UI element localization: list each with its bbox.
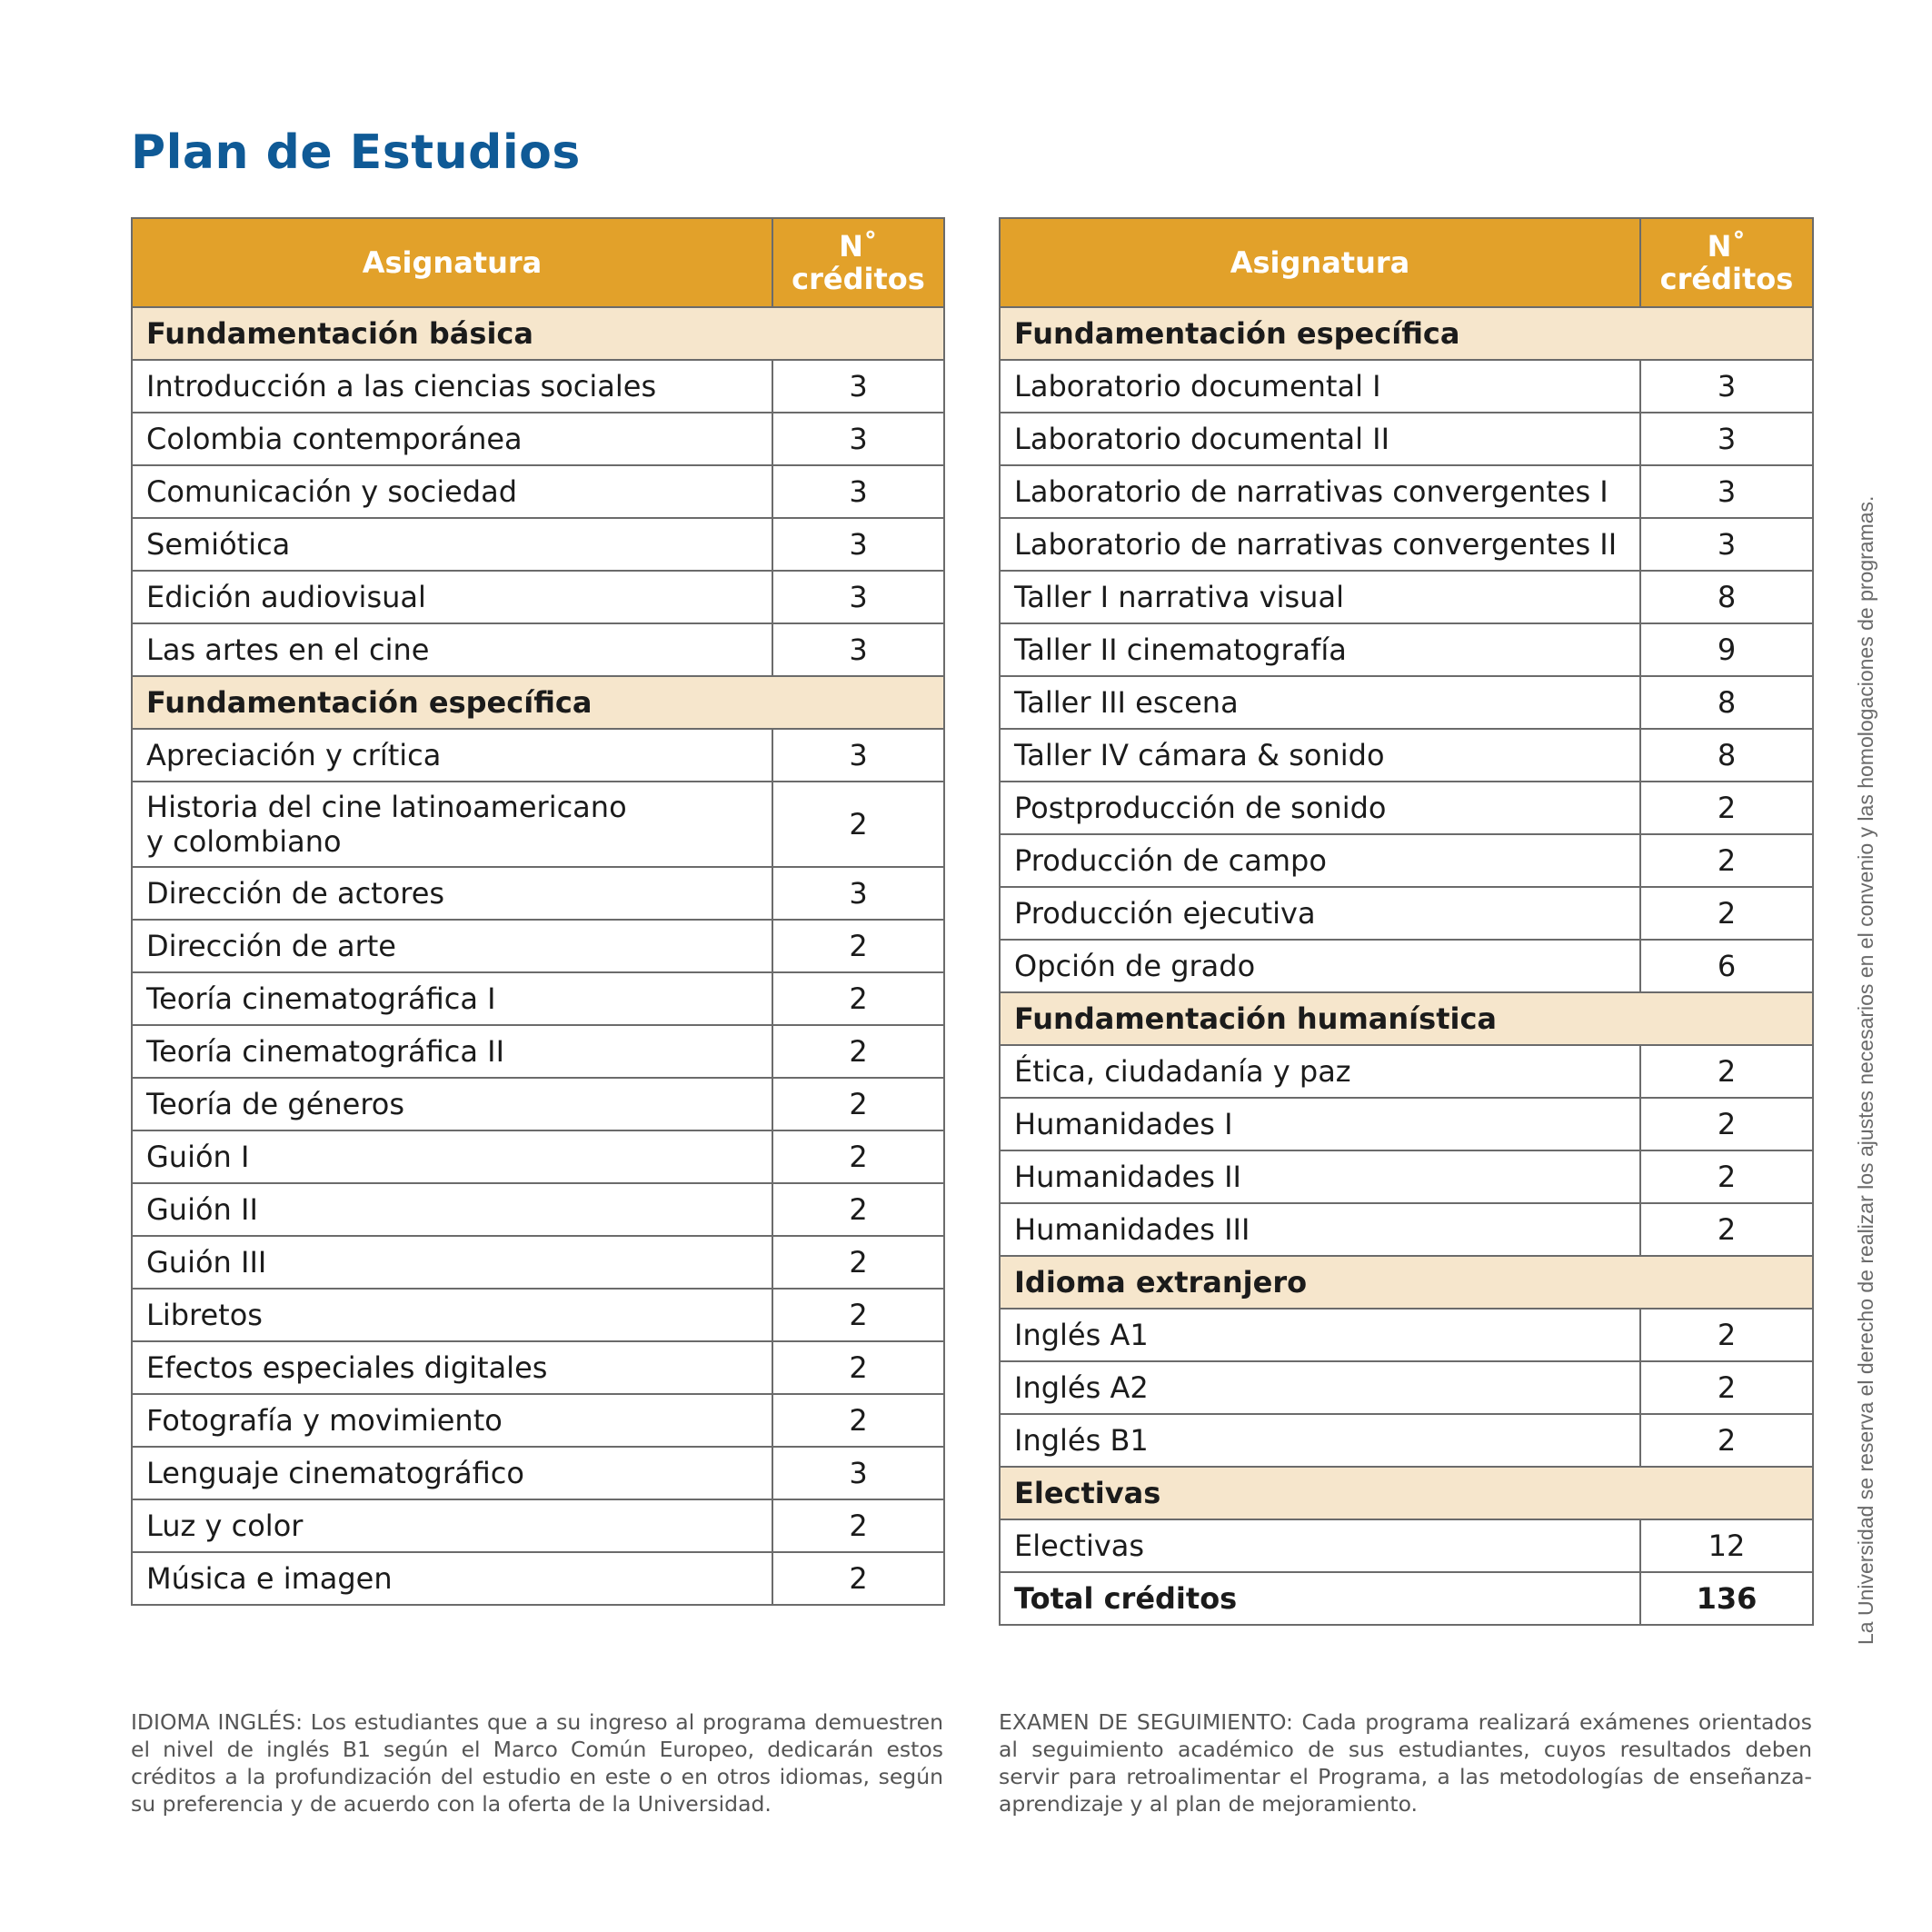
- credits-cell: 2: [772, 1289, 944, 1341]
- table-row: [132, 623, 944, 676]
- credits-cell: 2: [772, 1183, 944, 1236]
- subject-cell: Inglés B1: [1000, 1414, 1640, 1467]
- table-row: [132, 1078, 944, 1130]
- subject-cell: Música e imagen: [132, 1552, 772, 1605]
- table-row: [1000, 518, 1813, 571]
- subject-cell: Producción ejecutiva: [1000, 887, 1640, 940]
- section-row: [1000, 1467, 1813, 1519]
- section-title: Electivas: [1000, 1467, 1813, 1519]
- subject-cell: Fotografía y movimiento: [132, 1394, 772, 1447]
- table-header-row: [132, 218, 944, 307]
- credits-cell: 3: [1640, 360, 1813, 413]
- subject-cell: Taller I narrativa visual: [1000, 571, 1640, 623]
- credits-column-header: [1640, 218, 1813, 307]
- table-row: [1000, 887, 1813, 940]
- credits-cell: 3: [772, 465, 944, 518]
- subject-cell: Libretos: [132, 1289, 772, 1341]
- credits-cell: 3: [772, 1447, 944, 1499]
- credits-cell: 2: [1640, 834, 1813, 887]
- subject-cell: Apreciación y crítica: [132, 729, 772, 782]
- credits-cell: 8: [1640, 571, 1813, 623]
- credits-cell: 2: [772, 1394, 944, 1447]
- table-row: [132, 1025, 944, 1078]
- credits-cell: 3: [772, 518, 944, 571]
- subject-cell: Guión III: [132, 1236, 772, 1289]
- table-row: [1000, 571, 1813, 623]
- subject-cell: Taller IV cámara & sonido: [1000, 729, 1640, 782]
- table-row: [132, 1289, 944, 1341]
- section-row: [132, 307, 944, 360]
- table-row: [1000, 1309, 1813, 1361]
- subject-cell: [132, 782, 772, 867]
- credits-cell: 12: [1640, 1519, 1813, 1572]
- subject-cell: Laboratorio documental I: [1000, 360, 1640, 413]
- section-title: Idioma extranjero: [1000, 1256, 1813, 1309]
- table-row: [132, 1394, 944, 1447]
- total-row: [1000, 1572, 1813, 1625]
- credits-cell: 3: [772, 729, 944, 782]
- subject-cell: Semiótica: [132, 518, 772, 571]
- table-row: [1000, 729, 1813, 782]
- credits-cell: 2: [772, 1130, 944, 1183]
- section-title: Fundamentación específica: [132, 676, 944, 729]
- table-row: [1000, 782, 1813, 834]
- credits-cell: 2: [772, 1078, 944, 1130]
- table-row: [1000, 676, 1813, 729]
- subject-column-header: Asignatura: [132, 218, 772, 307]
- subject-cell: Opción de grado: [1000, 940, 1640, 992]
- credits-cell: 3: [772, 413, 944, 465]
- credits-cell: 2: [1640, 1203, 1813, 1256]
- credits-cell: 2: [1640, 1361, 1813, 1414]
- table-row: [1000, 940, 1813, 992]
- credits-cell: 3: [772, 360, 944, 413]
- credits-cell: 2: [772, 782, 944, 867]
- subject-cell: Luz y color: [132, 1499, 772, 1552]
- subject-cell: Teoría cinematográfica II: [132, 1025, 772, 1078]
- table-row: [132, 729, 944, 782]
- subject-line: y colombiano: [146, 824, 342, 859]
- subject-cell: Humanidades III: [1000, 1203, 1640, 1256]
- subject-cell: Taller III escena: [1000, 676, 1640, 729]
- table-row: [1000, 465, 1813, 518]
- credits-cell: 2: [772, 1341, 944, 1394]
- table-row: [1000, 413, 1813, 465]
- subject-cell: Colombia contemporánea: [132, 413, 772, 465]
- section-row: [1000, 992, 1813, 1045]
- subject-cell: Laboratorio de narrativas convergentes II: [1000, 518, 1640, 571]
- subject-column-header: Asignatura: [1000, 218, 1640, 307]
- subject-cell: Dirección de arte: [132, 920, 772, 972]
- subject-cell: Edición audiovisual: [132, 571, 772, 623]
- credits-cell: 2: [772, 1499, 944, 1552]
- table-row: [1000, 1045, 1813, 1098]
- subject-cell: Las artes en el cine: [132, 623, 772, 676]
- credits-cell: 3: [772, 623, 944, 676]
- credits-cell: 2: [1640, 782, 1813, 834]
- credits-cell: 2: [772, 972, 944, 1025]
- credits-cell: 8: [1640, 676, 1813, 729]
- table-row: [132, 1552, 944, 1605]
- section-title: Fundamentación humanística: [1000, 992, 1813, 1045]
- credits-cell: 3: [1640, 465, 1813, 518]
- table-row: [132, 1130, 944, 1183]
- subject-cell: Humanidades II: [1000, 1150, 1640, 1203]
- table-row: [132, 1236, 944, 1289]
- table-row: [132, 920, 944, 972]
- english-language-note: IDIOMA INGLÉS: Los estudiantes que a su ingreso al programa demuestren el nivel de inglés B1 según el Marco Común Europeo, dedicarán estos créditos a la profundización del estudio en este o en otros idiomas, según su preferencia y de acuerdo con la oferta de la Universidad.: [131, 1709, 943, 1817]
- follow-up-exam-note: EXAMEN DE SEGUIMIENTO: Cada programa realizará exámenes orientados al seguimiento académico de sus estudiantes, cuyos resultados deben servir para retroalimentar el Programa, a las metodologías de enseñanza-aprendizaje y al plan de mejoramiento.: [999, 1709, 1812, 1817]
- table-row: [1000, 360, 1813, 413]
- subject-cell: Producción de campo: [1000, 834, 1640, 887]
- section-title: Fundamentación básica: [132, 307, 944, 360]
- section-row: [1000, 1256, 1813, 1309]
- credits-header-line1: N˚: [1707, 229, 1747, 264]
- table-row: [132, 360, 944, 413]
- subject-cell: Introducción a las ciencias sociales: [132, 360, 772, 413]
- subject-cell: Efectos especiales digitales: [132, 1341, 772, 1394]
- subject-cell: Dirección de actores: [132, 867, 772, 920]
- table-row: [132, 518, 944, 571]
- table-row: [132, 571, 944, 623]
- subject-cell: Inglés A1: [1000, 1309, 1640, 1361]
- credits-cell: 6: [1640, 940, 1813, 992]
- credits-header-line2: créditos: [1659, 262, 1794, 296]
- subject-cell: Laboratorio de narrativas convergentes I: [1000, 465, 1640, 518]
- subject-cell: Inglés A2: [1000, 1361, 1640, 1414]
- subject-cell: Electivas: [1000, 1519, 1640, 1572]
- credits-cell: 2: [772, 1236, 944, 1289]
- subject-cell: Postproducción de sonido: [1000, 782, 1640, 834]
- credits-column-header: [772, 218, 944, 307]
- table-row: [1000, 1519, 1813, 1572]
- study-plan-table-left: [131, 217, 945, 1606]
- section-row: [132, 676, 944, 729]
- credits-cell: 3: [772, 867, 944, 920]
- disclaimer-vertical-note: La Universidad se reserva el derecho de realizar los ajustes necesarios en el convenio y las homologaciones de programas.: [1854, 495, 1877, 1645]
- credits-header-line2: créditos: [792, 262, 925, 296]
- subject-cell: Teoría cinematográfica I: [132, 972, 772, 1025]
- credits-cell: 2: [1640, 1309, 1813, 1361]
- table-row: [1000, 1098, 1813, 1150]
- credits-cell: 2: [772, 1552, 944, 1605]
- section-row: [1000, 307, 1813, 360]
- credits-cell: 2: [1640, 1150, 1813, 1203]
- credits-cell: 3: [1640, 413, 1813, 465]
- subject-cell: Guión I: [132, 1130, 772, 1183]
- subject-cell: Taller II cinematografía: [1000, 623, 1640, 676]
- table-row: [132, 465, 944, 518]
- credits-cell: 8: [1640, 729, 1813, 782]
- subject-cell: Ética, ciudadanía y paz: [1000, 1045, 1640, 1098]
- table-row: [1000, 1203, 1813, 1256]
- total-label: Total créditos: [1000, 1572, 1640, 1625]
- credits-cell: 9: [1640, 623, 1813, 676]
- credits-cell: 2: [772, 1025, 944, 1078]
- credits-header-line1: N˚: [839, 229, 878, 264]
- subject-cell: Comunicación y sociedad: [132, 465, 772, 518]
- credits-cell: 2: [1640, 1098, 1813, 1150]
- table-row: [132, 1341, 944, 1394]
- credits-cell: 2: [772, 920, 944, 972]
- table-row: [1000, 1414, 1813, 1467]
- study-plan-table-right: [999, 217, 1814, 1626]
- table-header-row: [1000, 218, 1813, 307]
- table-row: [132, 1447, 944, 1499]
- table-row: [1000, 834, 1813, 887]
- table-row: [132, 413, 944, 465]
- table-row: [1000, 1150, 1813, 1203]
- subject-cell: Guión II: [132, 1183, 772, 1236]
- subject-line: Historia del cine latinoamericano: [146, 790, 627, 824]
- table-row: [132, 972, 944, 1025]
- table-body-right: [1000, 307, 1813, 1572]
- table-row: [132, 1183, 944, 1236]
- credits-cell: 2: [1640, 887, 1813, 940]
- credits-cell: 2: [1640, 1045, 1813, 1098]
- subject-cell: Lenguaje cinematográfico: [132, 1447, 772, 1499]
- subject-cell: Teoría de géneros: [132, 1078, 772, 1130]
- credits-cell: 3: [772, 571, 944, 623]
- credits-cell: 2: [1640, 1414, 1813, 1467]
- table-row: [132, 782, 944, 867]
- total-value: 136: [1640, 1572, 1813, 1625]
- credits-cell: 3: [1640, 518, 1813, 571]
- section-title: Fundamentación específica: [1000, 307, 1813, 360]
- table-body-left: [132, 307, 944, 1605]
- page-title: Plan de Estudios: [131, 125, 581, 180]
- table-row: [132, 867, 944, 920]
- subject-cell: Laboratorio documental II: [1000, 413, 1640, 465]
- table-row: [132, 1499, 944, 1552]
- table-row: [1000, 1361, 1813, 1414]
- table-row: [1000, 623, 1813, 676]
- subject-cell: Humanidades I: [1000, 1098, 1640, 1150]
